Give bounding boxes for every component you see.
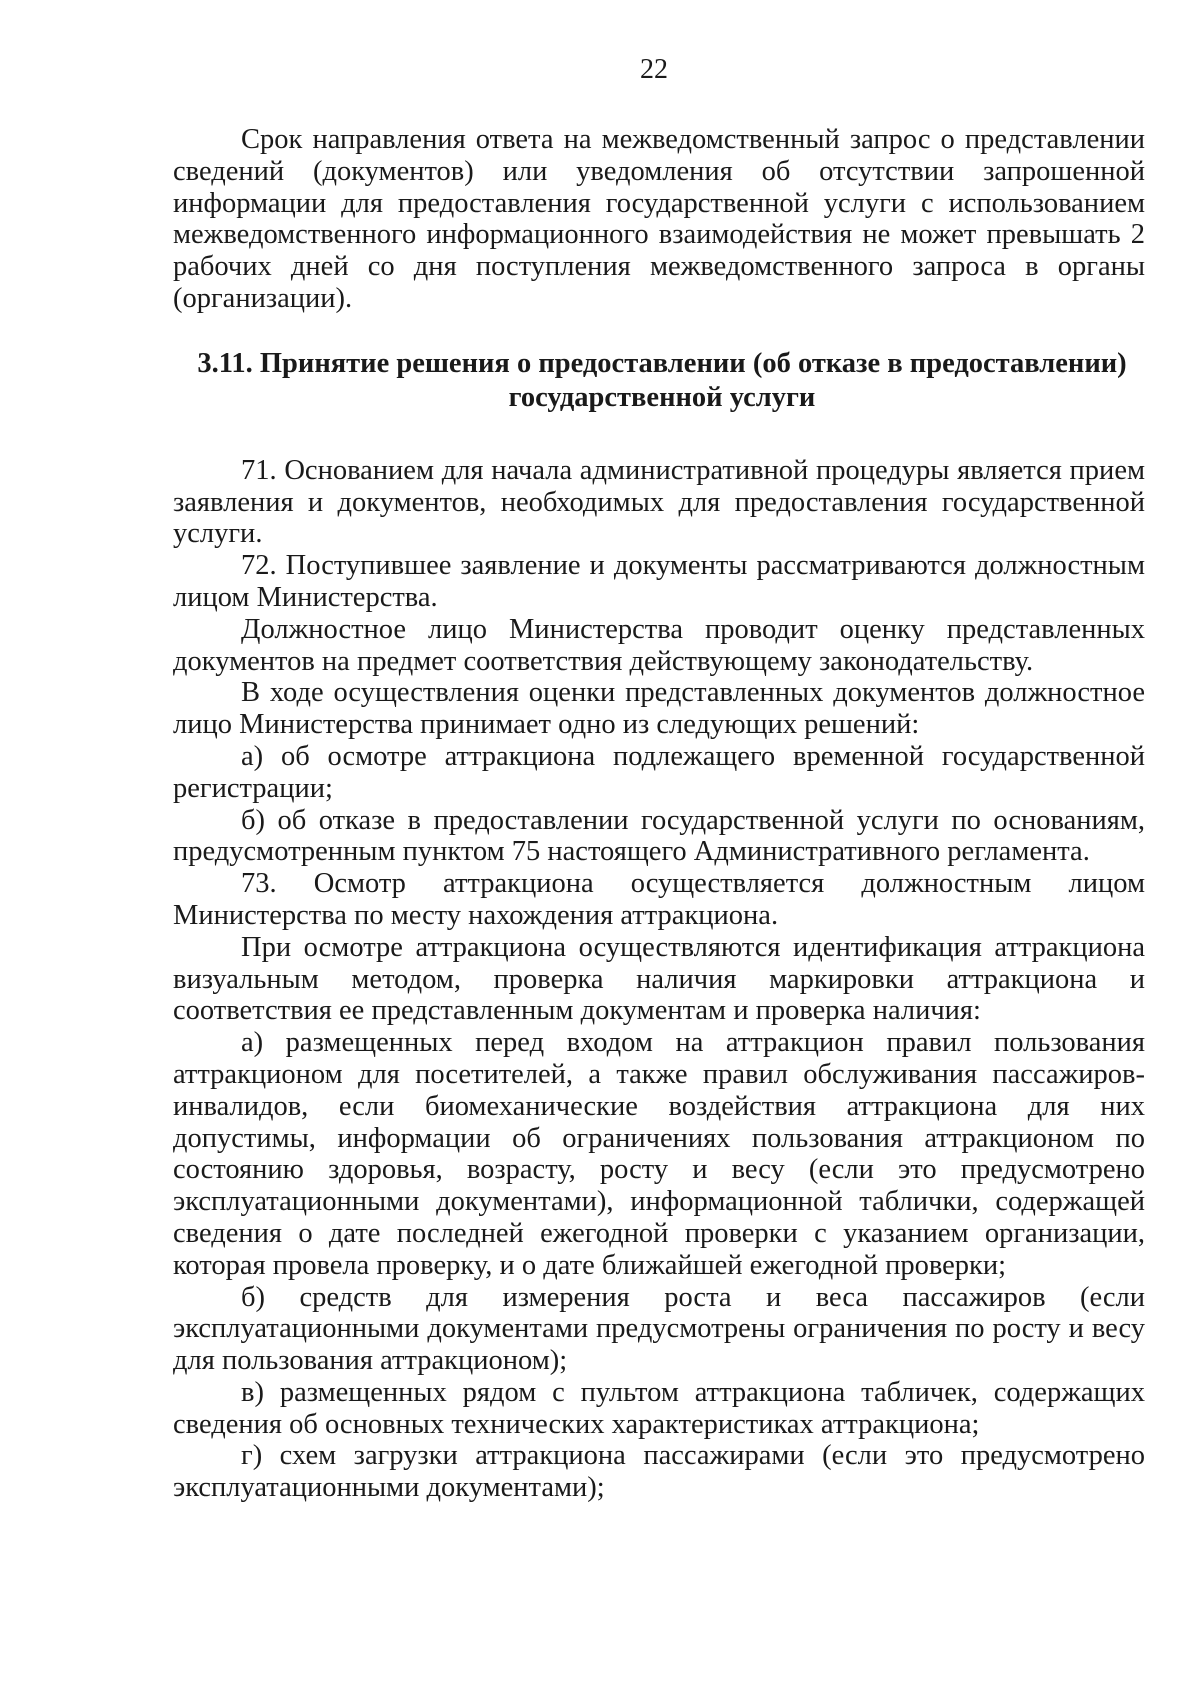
decision-item-b: б) об отказе в предоставлении государственной услуги по основаниям, предусмотренным пунктом 75 настоящего Административного регламента.: [173, 804, 1145, 868]
paragraph-decisions-intro: В ходе осуществления оценки представленных документов должностное лицо Министерства принимает одно из следующих решений:: [173, 677, 1145, 741]
check-item-a: а) размещенных перед входом на аттракцион правил пользования аттракционом для посетителей, а также правил обслуживания пассажиров-инвалидов, если биомеханические воздействия аттракциона для них допустимы, информации об ограничениях пользования аттракционом по состоянию здоровья, возрасту, росту и весу (если это предусмотрено эксплуатационными документами), информационной таблички, содержащей сведения о дате последней ежегодной проверки с указанием организации, которая провела проверку, и о дате ближайшей ежегодной проверки;: [173, 1027, 1145, 1281]
check-item-g: г) схем загрузки аттракциона пассажирами (если это предусмотрено эксплуатационными документами);: [173, 1440, 1145, 1504]
decision-item-a: а) об осмотре аттракциона подлежащего временной государственной регистрации;: [173, 740, 1145, 804]
paragraph-72: 72. Поступившее заявление и документы рассматриваются должностным лицом Министерства.: [173, 550, 1145, 613]
check-item-b: б) средств для измерения роста и веса пассажиров (если эксплуатационными документами предусмотрены ограничения по росту и весу для пользования аттракционом);: [173, 1281, 1145, 1377]
section-heading: [173, 347, 1145, 415]
section-heading-line-2: государственной услуги: [508, 381, 816, 413]
page-number: 22: [640, 54, 668, 85]
paragraph-evaluation: Должностное лицо Министерства проводит оценку представленных документов на предмет соответствия действующему законодательству.: [173, 613, 1145, 677]
section-heading-line-1: 3.11. Принятие решения о предоставлении (об отказе в предоставлении): [197, 347, 1127, 379]
paragraph-inspection-intro: При осмотре аттракциона осуществляются идентификация аттракциона визуальным методом, проверка наличия маркировки аттракциона и соответствия ее представленным документам и проверка наличия:: [173, 931, 1145, 1027]
document-body: [173, 124, 1145, 1504]
paragraph-73: 73. Осмотр аттракциона осуществляется должностным лицом Министерства по месту нахождения аттракциона.: [173, 868, 1145, 931]
intro-paragraph: Срок направления ответа на межведомственный запрос о представлении сведений (документов) или уведомления об отсутствии запрошенной информации для предоставления государственной услуги с использованием межведомственного информационного взаимодействия не может превышать 2 рабочих дней со дня поступления межведомственного запроса в органы (организации).: [173, 124, 1145, 314]
check-item-v: в) размещенных рядом с пультом аттракциона табличек, содержащих сведения об основных технических характеристиках аттракциона;: [173, 1376, 1145, 1440]
paragraph-71: 71. Основанием для начала административной процедуры является прием заявления и документов, необходимых для предоставления государственной услуги.: [173, 454, 1145, 550]
